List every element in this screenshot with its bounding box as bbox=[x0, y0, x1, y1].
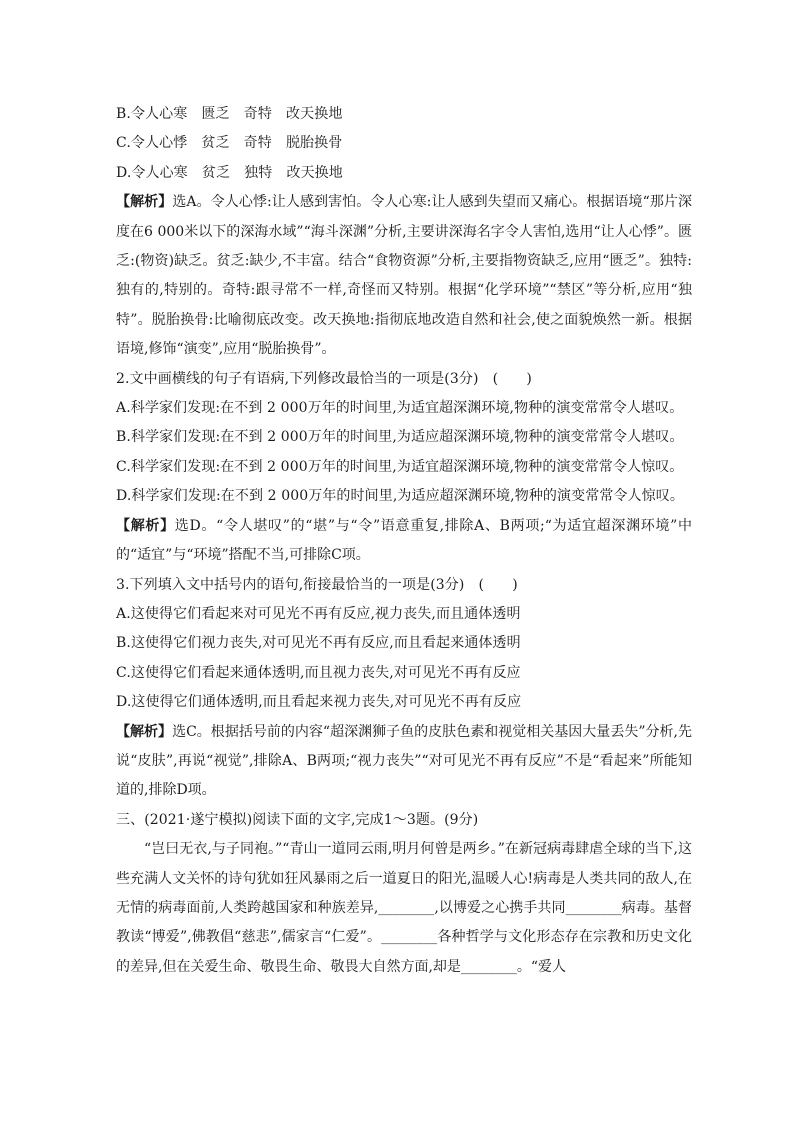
q1-analysis bbox=[116, 188, 692, 364]
q3-stem: 3.下列填入文中括号内的语句,衔接最恰当的一项是(3分) ( ) bbox=[116, 576, 518, 593]
analysis-tag: 【解析】 bbox=[116, 723, 173, 740]
section-3-heading: 三、(2021·遂宁模拟)阅读下面的文字,完成1～3题。(9分) bbox=[116, 811, 479, 828]
q2-stem: 2.文中画横线的句子有语病,下列修改最恰当的一项是(3分) ( ) bbox=[116, 370, 532, 387]
q1-option-c: C.令人心悸 贫乏 奇特 脱胎换骨 bbox=[116, 135, 343, 152]
q3-analysis-text: 选C。根据括号前的内容“超深渊狮子鱼的皮肤色素和视觉相关基因大量丢失”分析,先说“皮肤”,再说“视觉”,排除A、B两项;“视力丧失”“对可见光不再有反应”不是“看起来”所能知道的,排除D项。 bbox=[116, 723, 693, 799]
q1-analysis-text: 选A。令人心悸:让人感到害怕。令人心寒:让人感到失望而又痛心。根据语境“那片深度在6 000米以下的深海水域”“海斗深渊”分析,主要讲深海名字令人害怕,选用“让人心悸”。匮乏:(物资)缺乏。贫乏:缺少,不丰富。结合“食物资源”分析,主要指物资缺乏,应用“匮乏”。独特:独有的,特别的。奇特:跟寻常不一样,奇怪而又特别。根据“化学环境”“禁区”等分析,应用“独特”。脱胎换骨:比喻彻底改变。改天换地:指彻底地改造自然和社会,使之面貌焕然一新。根据语境,修饰“演变”,应用“脱胎换骨”。 bbox=[116, 194, 693, 358]
analysis-tag: 【解析】 bbox=[116, 517, 175, 534]
q3-analysis bbox=[116, 718, 692, 806]
q2-option-c: C.科学家们发现:在不到 2 000万年的时间里,为适宜超深渊环境,物种的演变常常令人惊叹。 bbox=[116, 458, 684, 475]
q2-option-b: B.科学家们发现:在不到 2 000万年的时间里,为适应超深渊环境,物种的演变常常令人堪叹。 bbox=[116, 429, 684, 446]
q1-option-d: D.令人心寒 贫乏 独特 改天换地 bbox=[116, 164, 343, 181]
analysis-tag: 【解析】 bbox=[116, 194, 173, 211]
q2-analysis-text: 选D。“令人堪叹”的“堪”与“令”语意重复,排除A、B两项;“为适宜超深渊环境”中的“适宜”与“环境”搭配不当,可排除C项。 bbox=[116, 517, 693, 564]
q3-option-d: D.这使得它们通体透明,而且看起来视力丧失,对可见光不再有反应 bbox=[116, 694, 522, 711]
q2-option-d: D.科学家们发现:在不到 2 000万年的时间里,为适应超深渊环境,物种的演变常常令人惊叹。 bbox=[116, 488, 684, 505]
q2-option-a: A.科学家们发现:在不到 2 000万年的时间里,为适宜超深渊环境,物种的演变常常令人堪叹。 bbox=[116, 400, 684, 417]
page-content bbox=[116, 100, 692, 982]
q3-option-a: A.这使得它们看起来对可见光不再有反应,视力丧失,而且通体透明 bbox=[116, 605, 521, 622]
q2-analysis bbox=[116, 512, 692, 571]
q3-option-c: C.这使得它们看起来通体透明,而且视力丧失,对可见光不再有反应 bbox=[116, 664, 521, 681]
q3-option-b: B.这使得它们视力丧失,对可见光不再有反应,而且看起来通体透明 bbox=[116, 635, 521, 652]
q1-option-b: B.令人心寒 匮乏 奇特 改天换地 bbox=[116, 106, 343, 122]
section-3-passage: “岂曰无衣,与子同袍。”“青山一道同云雨,明月何曾是两乡。”在新冠病毒肆虐全球的当下,这些充满人文关怀的诗句犹如狂风暴雨之后一道夏日的阳光,温暖人心!病毒是人类共同的敌人,在无情的病毒面前,人类跨越国家和种族差异,________,以博爱之心携手共同________病毒。基督教读“博爱”,佛教倡“慈悲”,儒家言“仁爱”。________各种哲学与文化形态存在宗教和历史文化的差异,但在关爱生命、敬畏生命、敬畏大自然方面,却是________。“爱人 bbox=[116, 841, 692, 975]
